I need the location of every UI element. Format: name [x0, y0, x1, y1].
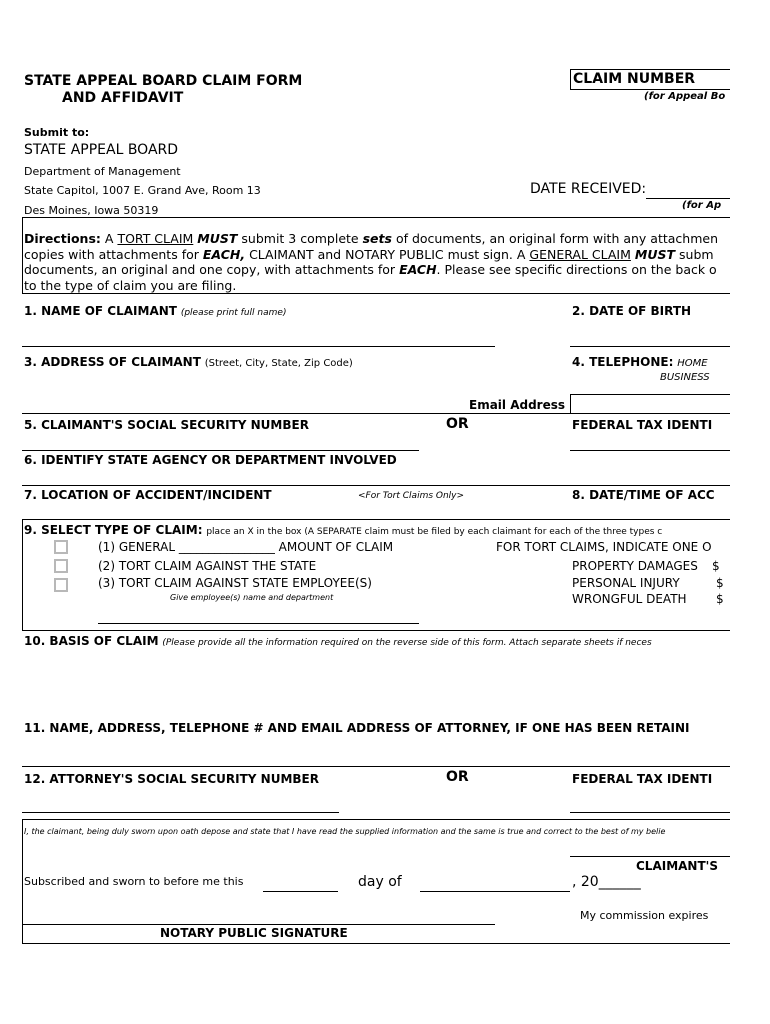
field-10-label: 10. BASIS OF CLAIM (Please provide all the information required on the reverse side of this form. Attach separate sheets if neces: [24, 634, 652, 648]
property-damages-symbol: $: [712, 559, 720, 573]
claim-number-box[interactable]: [570, 69, 730, 90]
field-7-label: 7. LOCATION OF ACCIDENT/INCIDENT: [24, 488, 272, 502]
wrongful-death-symbol: $: [716, 592, 724, 606]
directions-label: Directions:: [24, 231, 101, 246]
affidavit-statement: I, the claimant, being duly sworn upon oath depose and state that I have read the supplied information and the same is true and correct to the best of my belie: [24, 827, 666, 836]
location-line[interactable]: [22, 519, 730, 520]
day-of-label: day of: [358, 874, 402, 890]
tort-state-checkbox[interactable]: [54, 559, 68, 573]
sworn-day-line[interactable]: [263, 891, 338, 892]
personal-injury-symbol: $: [716, 576, 724, 590]
federal-tax-label-2: FEDERAL TAX IDENTI: [572, 772, 713, 786]
field-12-label: 12. ATTORNEY'S SOCIAL SECURITY NUMBER: [24, 772, 319, 786]
or-label-1: OR: [446, 416, 469, 432]
attorney-ssn-line[interactable]: [22, 812, 339, 813]
date-received-line[interactable]: [646, 198, 730, 199]
date-of-birth-line[interactable]: [570, 346, 730, 347]
tort-indicate-label: FOR TORT CLAIMS, INDICATE ONE O: [496, 540, 712, 554]
federal-tax-line-1[interactable]: [570, 450, 730, 451]
general-claim-checkbox[interactable]: [54, 540, 68, 554]
claim-number-label: CLAIM NUMBER: [573, 71, 696, 87]
tort-employee-checkbox[interactable]: [54, 578, 68, 592]
submit-address: State Capitol, 1007 E. Grand Ave, Room 13: [24, 184, 261, 197]
or-label-2: OR: [446, 769, 469, 785]
field-3-label: 3. ADDRESS OF CLAIMANT (Street, City, State, Zip Code): [24, 355, 353, 369]
submit-city: Des Moines, Iowa 50319: [24, 204, 159, 217]
submit-dept: Department of Management: [24, 165, 181, 178]
submit-board: STATE APPEAL BOARD: [24, 142, 179, 158]
email-label: Email Address: [469, 398, 566, 412]
attorney-info-line[interactable]: [22, 766, 730, 767]
field-9-label: 9. SELECT TYPE OF CLAIM: place an X in the box (A SEPARATE claim must be filed by each claimant for each of the three types c: [24, 523, 663, 537]
sworn-label: Subscribed and sworn to before me this: [24, 875, 244, 888]
directions-text: Directions: A TORT CLAIM MUST submit 3 complete sets of documents, an original form with any attachmen copies with attachments for EACH, CLAIMANT and NOTARY PUBLIC must sign. A GENERAL CLAIM MUST subm documents, an original and one copy, with attachments for EACH. Please see specific directions on the back o to the type of claim you are filing.: [24, 231, 719, 293]
telephone-business-label: BUSINESS: [660, 372, 710, 383]
year-label: , 20______: [572, 874, 641, 890]
sworn-month-line[interactable]: [420, 891, 570, 892]
notary-signature-line[interactable]: [22, 924, 495, 925]
form-title-line2: AND AFFIDAVIT: [62, 90, 184, 106]
federal-tax-line-2[interactable]: [570, 812, 730, 813]
field-6-label: 6. IDENTIFY STATE AGENCY OR DEPARTMENT INVOLVED: [24, 453, 397, 467]
commission-expires-label: My commission expires: [580, 909, 709, 922]
employee-name-line[interactable]: [98, 623, 419, 624]
directions-bottom-rule: [22, 293, 730, 294]
field-1-label: 1. NAME OF CLAIMANT (please print full name): [24, 304, 287, 318]
notary-signature-label: NOTARY PUBLIC SIGNATURE: [160, 926, 348, 940]
federal-tax-label-1: FEDERAL TAX IDENTI: [572, 418, 713, 432]
directions-left-rule: [22, 217, 23, 293]
employee-name-note: Give employee(s) name and department: [170, 593, 334, 602]
field-4-label: 4. TELEPHONE: HOME: [572, 355, 708, 369]
claimant-signature-label: CLAIMANT'S: [636, 859, 718, 873]
date-received-note: (for Ap: [682, 200, 722, 211]
field-5-label: 5. CLAIMANT'S SOCIAL SECURITY NUMBER: [24, 418, 309, 432]
address-of-claimant-line[interactable]: [22, 413, 570, 414]
field-8-label: 8. DATE/TIME OF ACC: [572, 488, 715, 502]
name-of-claimant-line[interactable]: [22, 346, 495, 347]
option-tort-employee-label: (3) TORT CLAIM AGAINST STATE EMPLOYEE(S): [98, 576, 372, 590]
wrongful-death-label: WRONGFUL DEATH: [572, 592, 687, 606]
property-damages-label: PROPERTY DAMAGES: [572, 559, 698, 573]
email-field[interactable]: [570, 394, 730, 414]
agency-involved-line[interactable]: [22, 485, 730, 486]
personal-injury-label: PERSONAL INJURY: [572, 576, 680, 590]
field-2-label: 2. DATE OF BIRTH: [572, 304, 692, 318]
option-general-label: (1) GENERAL ________________ AMOUNT OF CLAIM: [98, 540, 394, 554]
page-clip: [730, 0, 770, 1024]
field-7-note: <For Tort Claims Only>: [358, 491, 465, 501]
option-tort-state-label: (2) TORT CLAIM AGAINST THE STATE: [98, 559, 317, 573]
affidavit-bottom-rule: [22, 943, 730, 944]
date-received-label: DATE RECEIVED:: [530, 181, 647, 197]
claim-type-bottom-rule: [22, 630, 730, 631]
directions-top-rule: [22, 217, 730, 218]
affidavit-top-rule: [22, 819, 730, 820]
form-title-line1: STATE APPEAL BOARD CLAIM FORM: [24, 73, 303, 89]
submit-to-label: Submit to:: [24, 126, 90, 139]
field-11-label: 11. NAME, ADDRESS, TELEPHONE # AND EMAIL ADDRESS OF ATTORNEY, IF ONE HAS BEEN RETAINI: [24, 721, 690, 735]
claim-type-left-rule: [22, 520, 23, 630]
claimant-ssn-line[interactable]: [22, 450, 419, 451]
claim-number-note: (for Appeal Bo: [644, 91, 726, 102]
claimant-signature-line[interactable]: [570, 856, 730, 857]
